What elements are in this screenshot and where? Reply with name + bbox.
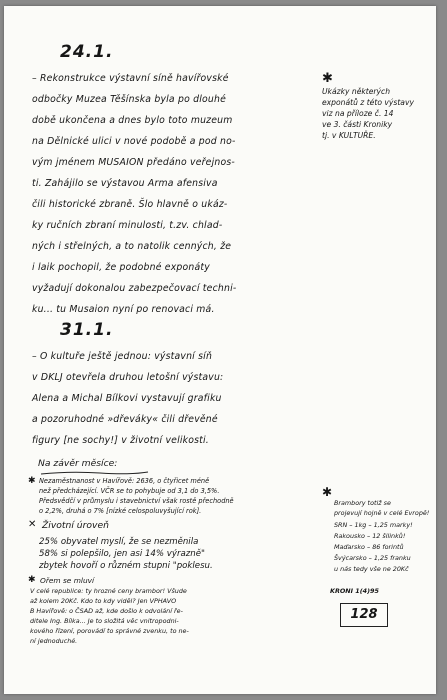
living-standard-heading: Životní úroveň bbox=[42, 520, 109, 531]
entry1-line: – Rekonstrukce výstavní síně havířovské bbox=[32, 73, 229, 84]
potato-note-line: Rakousko – 12 šilinků! bbox=[334, 532, 406, 540]
talk-line: ní jednoduché. bbox=[30, 637, 78, 645]
talk-line: kového řízení, porovádí to správné zvenku, to ne- bbox=[30, 627, 189, 635]
entry1-line: na Dělnické ulici v nové podobě a pod no- bbox=[32, 136, 236, 147]
potato-note-line: u nás tedy vše ne 20Kč bbox=[334, 565, 409, 573]
entry1-line: odbočky Muzea Těšínska byla po dlouhé bbox=[32, 94, 227, 105]
star-bullet-icon: ✱ bbox=[28, 575, 36, 585]
entry1-line: čili historické zbraně. Šlo hlavně o ukáz- bbox=[32, 199, 228, 210]
entry1-line: vým jménem MUSAION předáno veřejnos- bbox=[32, 157, 235, 168]
entry1-line: ku... tu Musaion nyní po renovaci má. bbox=[32, 304, 215, 315]
entry1-line: i laik pochopil, že podobné exponáty bbox=[32, 262, 210, 273]
potato-note-line: Brambory totiž se bbox=[334, 499, 391, 507]
entry2-line: v DKLJ otevřela druhou letošní výstavu: bbox=[32, 372, 224, 383]
talk-line: V celé republice: ty hrozné ceny brambor! Všude bbox=[30, 587, 187, 595]
archive-reference: KRONI 1(4)95 bbox=[330, 587, 379, 595]
living-standard-line: zbytek hovoří o různém stupni "poklesu. bbox=[39, 561, 213, 571]
living-standard-line: 58% si polepšilo, jen asi 14% výrazně" bbox=[39, 549, 205, 559]
entry2-line: Alena a Michal Bílkovi vystavují grafiku bbox=[32, 393, 222, 404]
entry2-line: figury [ne sochy!] v životní velikosti. bbox=[32, 435, 209, 446]
entry1-line: ti. Zahájilo se výstavou Arma afensiva bbox=[32, 178, 218, 189]
side-note-line: exponátů z této výstavy bbox=[322, 98, 414, 107]
potato-note-line: Švýcarsko – 1,25 franku bbox=[334, 554, 411, 562]
entry1-line: ných i střelných, a to natolik cenných, že bbox=[32, 241, 232, 252]
closing-heading: Na závěr měsíce: bbox=[38, 458, 118, 469]
side-note-line: Ukázky některých bbox=[322, 87, 391, 96]
star-bullet-icon: ✱ bbox=[28, 476, 36, 486]
entry2-line: – O kultuře ještě jednou: výstavní síň bbox=[32, 351, 213, 362]
unemployment-line: o 2,2%, druhá o 7% [nízké celospoluvyšující rok]. bbox=[39, 507, 202, 515]
living-standard-line: 25% obyvatel myslí, že se nezměnila bbox=[39, 537, 199, 547]
entry1-line: ky ručních zbraní minulosti, t.zv. chlad- bbox=[32, 220, 223, 231]
page-number: 128 bbox=[340, 603, 388, 627]
unemployment-line: Nezaměstnanost v Havířově: 2636, o čtyřicet méně bbox=[39, 477, 210, 485]
cross-bullet-icon: ✕ bbox=[28, 519, 37, 530]
potato-note-line: Maďarsko – 86 forintů bbox=[334, 543, 404, 551]
unemployment-line: než předcházející. VČR se to pohybuje od 3,1 do 3,5%. bbox=[39, 487, 220, 495]
entry1-line: době ukončena a dnes bylo toto muzeum bbox=[32, 115, 233, 126]
side-note-line: viz na příloze č. 14 bbox=[322, 109, 394, 118]
talk-line: B Havířově: o ČSAD až, kde došlo k odvolání ře- bbox=[30, 607, 183, 615]
asterisk-mark-icon: ✱ bbox=[322, 485, 333, 499]
side-note-line: tj. v KULTUŘE. bbox=[322, 131, 376, 140]
chronicle-page bbox=[4, 6, 436, 694]
unemployment-line: Předsvědčí v průmyslu i stavebnictví však rostě přechodně bbox=[39, 497, 234, 505]
talk-heading: Ořem se mluví bbox=[40, 576, 95, 585]
potato-note-line: SRN – 1kg – 1,25 marky! bbox=[334, 521, 413, 529]
entry1-line: vyžadují dokonalou zabezpečovací techni- bbox=[32, 283, 237, 294]
entry-date-31-1: 31.1. bbox=[60, 320, 114, 340]
entry-date-24-1: 24.1. bbox=[60, 42, 114, 62]
side-note-line: ve 3. části Kroniky bbox=[322, 120, 393, 129]
entry2-line: a pozoruhodné »dřeváky« čili dřevěné bbox=[32, 414, 218, 425]
talk-line: až kolem 20Kč. Kdo to kdy viděl? Jen VPHAVO bbox=[30, 597, 177, 605]
talk-line: ditele Ing. Bílka... Je to složitá věc vnitropodni- bbox=[30, 617, 179, 625]
heading-underline bbox=[40, 470, 150, 476]
potato-note-line: projevují hojně v celé Evropě! bbox=[334, 509, 430, 517]
asterisk-mark-icon: ✱ bbox=[322, 71, 333, 86]
